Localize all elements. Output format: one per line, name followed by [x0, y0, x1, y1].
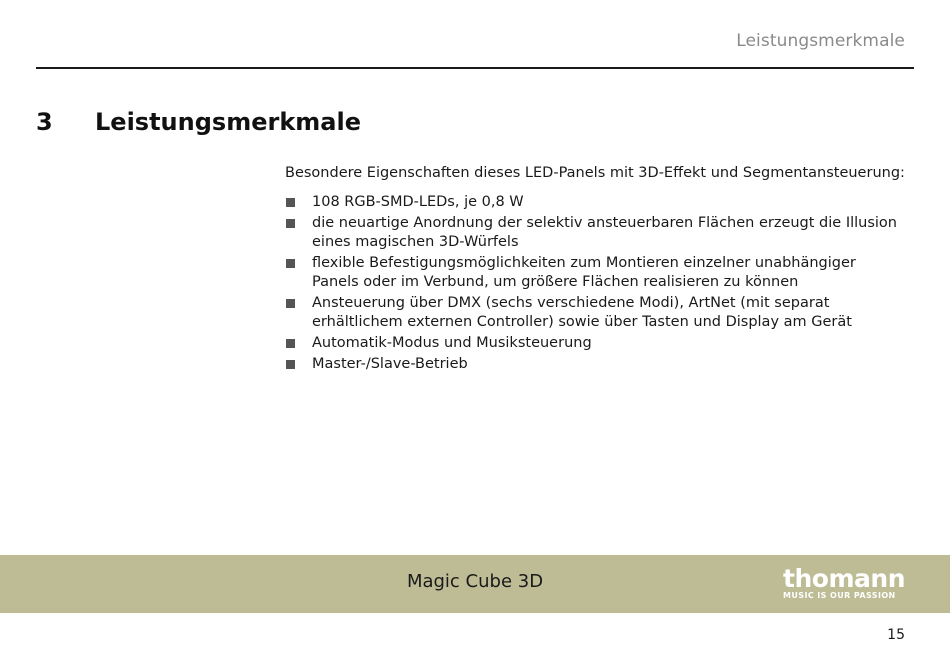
running-header: Leistungsmerkmale	[736, 31, 905, 51]
brand-name: thomann	[783, 564, 905, 593]
square-bullet-icon	[286, 259, 295, 268]
list-item-text: die neuartige Anordnung der selektiv ansteuerbaren Flächen erzeugt die Illusion eines magischen 3D-Würfels	[312, 215, 897, 250]
square-bullet-icon	[286, 360, 295, 369]
footer-band	[0, 555, 950, 613]
header-divider	[36, 67, 914, 69]
square-bullet-icon	[286, 299, 295, 308]
list-item	[285, 214, 905, 252]
list-item	[285, 294, 905, 332]
product-name: Magic Cube 3D	[406, 571, 544, 592]
list-item	[285, 193, 905, 212]
feature-section	[285, 164, 905, 376]
list-item-text: Ansteuerung über DMX (sechs verschiedene Modi), ArtNet (mit separat erhältlichem externen Controller) sowie über Tasten und Display am Gerät	[312, 295, 852, 330]
list-item-text: 108 RGB-SMD-LEDs, je 0,8 W	[312, 194, 524, 210]
feature-list	[285, 193, 905, 374]
list-item	[285, 254, 905, 292]
list-item	[285, 355, 905, 374]
chapter-number: 3	[36, 108, 53, 136]
thomann-logo	[783, 564, 905, 601]
square-bullet-icon	[286, 198, 295, 207]
square-bullet-icon	[286, 219, 295, 228]
list-item-text: Automatik-Modus und Musiksteuerung	[312, 335, 592, 351]
brand-tagline: MUSIC IS OUR PASSION	[783, 591, 896, 600]
page-number: 15	[887, 627, 905, 643]
intro-text: Besondere Eigenschaften dieses LED-Panels mit 3D-Effekt und Segmentansteuerung:	[285, 165, 905, 181]
chapter-title: Leistungsmerkmale	[95, 108, 361, 136]
list-item	[285, 334, 905, 353]
list-item-text: Master-/Slave-Betrieb	[312, 356, 468, 372]
list-item-text: flexible Befestigungsmöglichkeiten zum Montieren einzelner unabhängiger Panels oder im Verbund, um größere Flächen realisieren zu können	[312, 255, 856, 290]
square-bullet-icon	[286, 339, 295, 348]
